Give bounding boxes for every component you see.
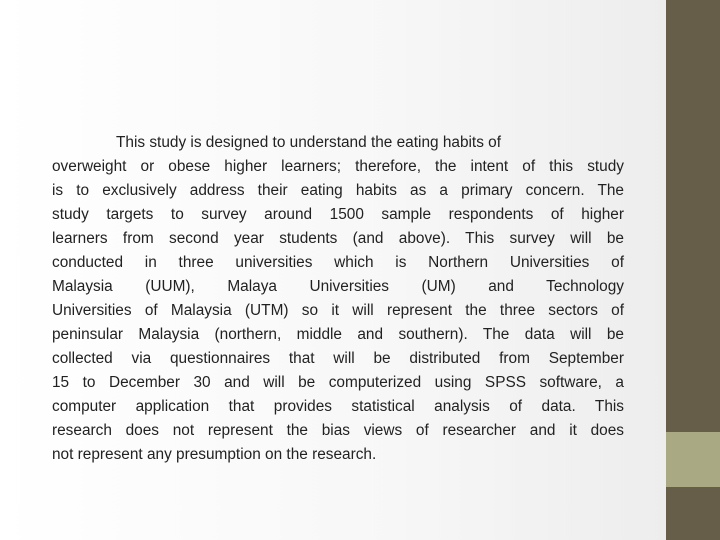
paragraph-line: computer application that provides statistical analysis of data. This: [52, 398, 624, 415]
paragraph-line: This study is designed to understand the eating habits of: [116, 134, 502, 151]
paragraph-line: is to exclusively address their eating habits as a primary concern. The: [52, 182, 624, 199]
paragraph-line: conducted in three universities which is Northern Universities of: [52, 254, 624, 271]
paragraph-line: collected via questionnaires that will be distributed from September: [52, 350, 624, 367]
paragraph-line: learners from second year students (and above). This survey will be: [52, 230, 624, 247]
paragraph-line: research does not represent the bias views of researcher and it does: [52, 422, 624, 439]
accent-band: [666, 432, 720, 487]
paragraph-line: not represent any presumption on the research.: [52, 446, 377, 463]
paragraph-line: 15 to December 30 and will be computerized using SPSS software, a: [52, 374, 624, 391]
paragraph-line: Universities of Malaysia (UTM) so it will represent the three sectors of: [52, 302, 624, 319]
body-paragraph: [52, 131, 624, 467]
paragraph-line: peninsular Malaysia (northern, middle and southern). The data will be: [52, 326, 624, 343]
paragraph-line: Malaysia (UUM), Malaya Universities (UM) and Technology: [52, 278, 624, 295]
paragraph-line: overweight or obese higher learners; therefore, the intent of this study: [52, 158, 624, 175]
paragraph-line: study targets to survey around 1500 sample respondents of higher: [52, 206, 624, 223]
decorative-sidebar: [666, 0, 720, 540]
